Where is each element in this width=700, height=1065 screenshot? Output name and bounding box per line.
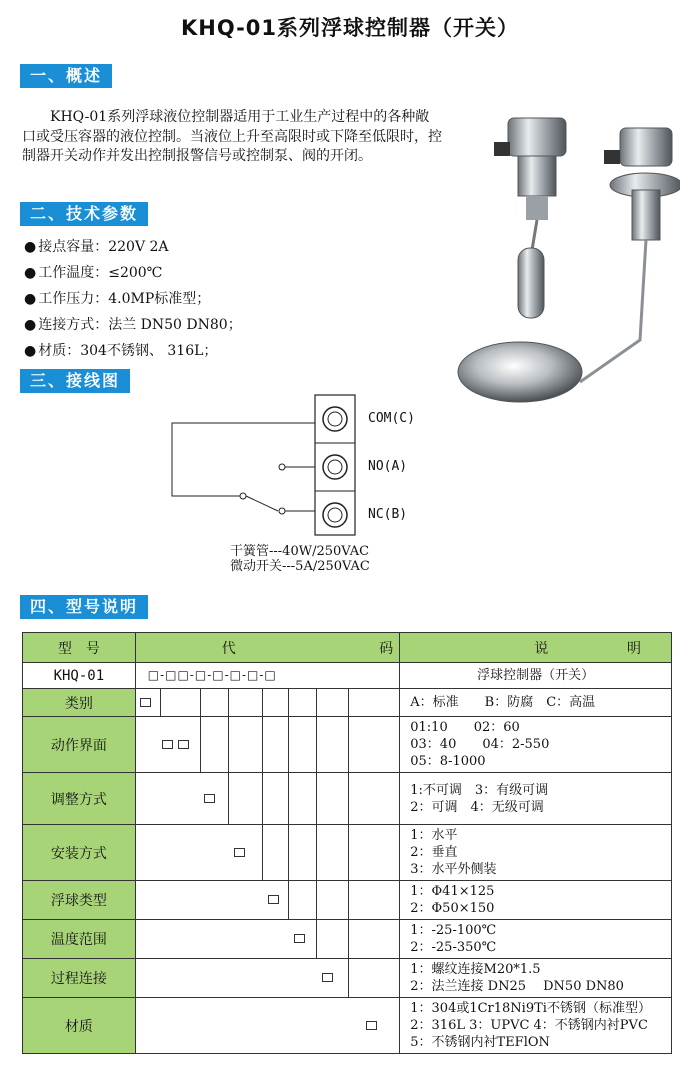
row-label: 安装方式 [23, 825, 136, 881]
model-desc: 浮球控制器（开关） [400, 663, 672, 689]
header-desc [400, 633, 672, 663]
wiring-notes [230, 544, 370, 574]
code-divider [262, 825, 263, 880]
table-row-model [23, 663, 672, 689]
product-photo [440, 110, 680, 410]
code-divider [316, 717, 317, 772]
section-overview-heading: 一、概述 [20, 64, 112, 88]
table-row [23, 998, 672, 1054]
desc-line: 01:10 02：60 [410, 720, 520, 735]
code-divider [316, 689, 317, 716]
desc-line: 03：40 04：2-550 [410, 737, 550, 752]
header-code [135, 633, 400, 663]
model-code-text: □-□□-□-□-□-□-□ [147, 668, 277, 682]
param-item: ● 材质：304不锈钢、 316L； [24, 338, 242, 364]
code-divider [200, 689, 201, 716]
code-divider [228, 689, 229, 716]
param-item: ● 工作压力：4.0MP标准型； [24, 286, 242, 312]
code-divider [348, 881, 349, 919]
code-box [178, 740, 189, 749]
param-item: ● 工作温度：≤200℃ [24, 260, 242, 286]
desc-line: 1：螺纹连接M20*1.5 [410, 962, 541, 977]
table-row [23, 920, 672, 959]
header-code-left: 代 [221, 640, 236, 657]
desc-line: 05：8-1000 [410, 754, 486, 769]
code-divider [288, 689, 289, 716]
code-divider [348, 773, 349, 824]
code-cell [135, 959, 400, 998]
code-divider [316, 920, 317, 958]
row-desc [400, 717, 672, 773]
section-params-heading: 二、技术参数 [20, 202, 148, 226]
code-box [162, 740, 173, 749]
code-cell [135, 689, 400, 717]
code-box [294, 934, 305, 943]
code-box [322, 973, 333, 982]
code-divider [262, 689, 263, 716]
desc-line: 1：水平 [410, 828, 458, 843]
code-divider [200, 717, 201, 772]
code-cell [135, 773, 400, 825]
code-cell [135, 825, 400, 881]
code-divider [348, 959, 349, 997]
code-divider [288, 825, 289, 880]
page-title: KHQ-01系列浮球控制器（开关） [180, 16, 520, 40]
code-divider [228, 773, 229, 824]
row-label: 动作界面 [23, 717, 136, 773]
section-wiring-heading: 三、接线图 [20, 369, 130, 393]
code-cell [135, 920, 400, 959]
desc-line: 1：304或1Cr18Ni9Ti不锈钢（标准型） [410, 1001, 651, 1016]
code-divider [348, 717, 349, 772]
desc-line: 2：Φ50×150 [410, 901, 495, 916]
row-desc [400, 825, 672, 881]
terminal-nc-label: NC(B) [368, 507, 408, 522]
code-box [140, 698, 151, 707]
micro-switch-note: 微动开关---5A/250VAC [230, 559, 370, 574]
table-row [23, 825, 672, 881]
code-box [366, 1021, 377, 1030]
code-divider [348, 920, 349, 958]
code-divider [316, 773, 317, 824]
header-desc-right: 明 [627, 640, 641, 657]
desc-line: 2：法兰连接 DN25 DN50 DN80 [410, 979, 624, 994]
model-table [22, 632, 672, 1054]
desc-line: 2：可调 4：无级可调 [410, 799, 544, 815]
row-label: 浮球类型 [23, 881, 136, 920]
row-label: 调整方式 [23, 773, 136, 825]
table-header-row [23, 633, 672, 663]
code-box [268, 895, 279, 904]
row-desc [400, 773, 672, 825]
header-desc-left: 说 [534, 640, 549, 657]
row-desc [400, 689, 672, 717]
code-divider [288, 881, 289, 919]
param-item: ● 接点容量：220V 2A [24, 234, 242, 260]
code-divider [160, 689, 161, 716]
code-box [204, 794, 215, 803]
code-divider [288, 773, 289, 824]
row-label: 过程连接 [23, 959, 136, 998]
header-code-right: 码 [379, 640, 394, 657]
code-divider [316, 825, 317, 880]
intro-paragraph: KHQ-01系列浮球液位控制器适用于工业生产过程中的各种敞口或受压容器的液位控制。当液位上升至高限时或下降至低限时，控制器开关动作并发出控制报警信号或控制泵、阀的开闭。 [22, 109, 442, 164]
row-desc [400, 881, 672, 920]
row-label: 类别 [23, 689, 136, 717]
desc-line: 2：-25-350℃ [410, 940, 497, 955]
row-desc [400, 998, 672, 1054]
model-code-label: KHQ-01 [23, 663, 136, 689]
row-label: 温度范围 [23, 920, 136, 959]
code-divider [316, 881, 317, 919]
code-cell [135, 998, 400, 1054]
code-cell [135, 717, 400, 773]
desc-line: 2：垂直 [410, 845, 458, 860]
row-label: 材质 [23, 998, 136, 1054]
table-row [23, 959, 672, 998]
row-desc [400, 959, 672, 998]
desc-line: 3：水平外侧装 [410, 862, 497, 877]
code-divider [228, 717, 229, 772]
code-divider [262, 773, 263, 824]
terminal-no-label: NO(A) [368, 459, 408, 474]
desc-line: 5：不锈钢内衬TEFlON [410, 1035, 550, 1050]
row-desc [400, 920, 672, 959]
terminal-com-label: COM(C) [368, 411, 415, 426]
header-model: 型 号 [23, 633, 136, 663]
spec-rows [23, 689, 672, 1054]
table-row [23, 881, 672, 920]
desc-line: 2：316L 3：UPVC 4：不锈钢内衬PVC [410, 1018, 648, 1033]
model-code-pattern [135, 663, 400, 689]
reed-switch-note: 干簧管---40W/250VAC [230, 544, 370, 559]
code-divider [288, 717, 289, 772]
section-model-heading: 四、型号说明 [20, 595, 148, 619]
param-item: ● 连接方式：法兰 DN50 DN80； [24, 312, 242, 338]
table-row [23, 689, 672, 717]
desc-line: 1:不可调 3：有级可调 [410, 782, 549, 798]
desc-line: 1：Φ41×125 [410, 884, 495, 899]
code-box [234, 848, 245, 857]
code-divider [348, 689, 349, 716]
code-divider [262, 717, 263, 772]
table-row [23, 717, 672, 773]
table-row [23, 773, 672, 825]
desc-line: A：标准 B：防腐 C：高温 [410, 695, 596, 710]
params-list [24, 234, 242, 364]
desc-line: 1：-25-100℃ [410, 923, 497, 938]
code-divider [348, 825, 349, 880]
code-cell [135, 881, 400, 920]
